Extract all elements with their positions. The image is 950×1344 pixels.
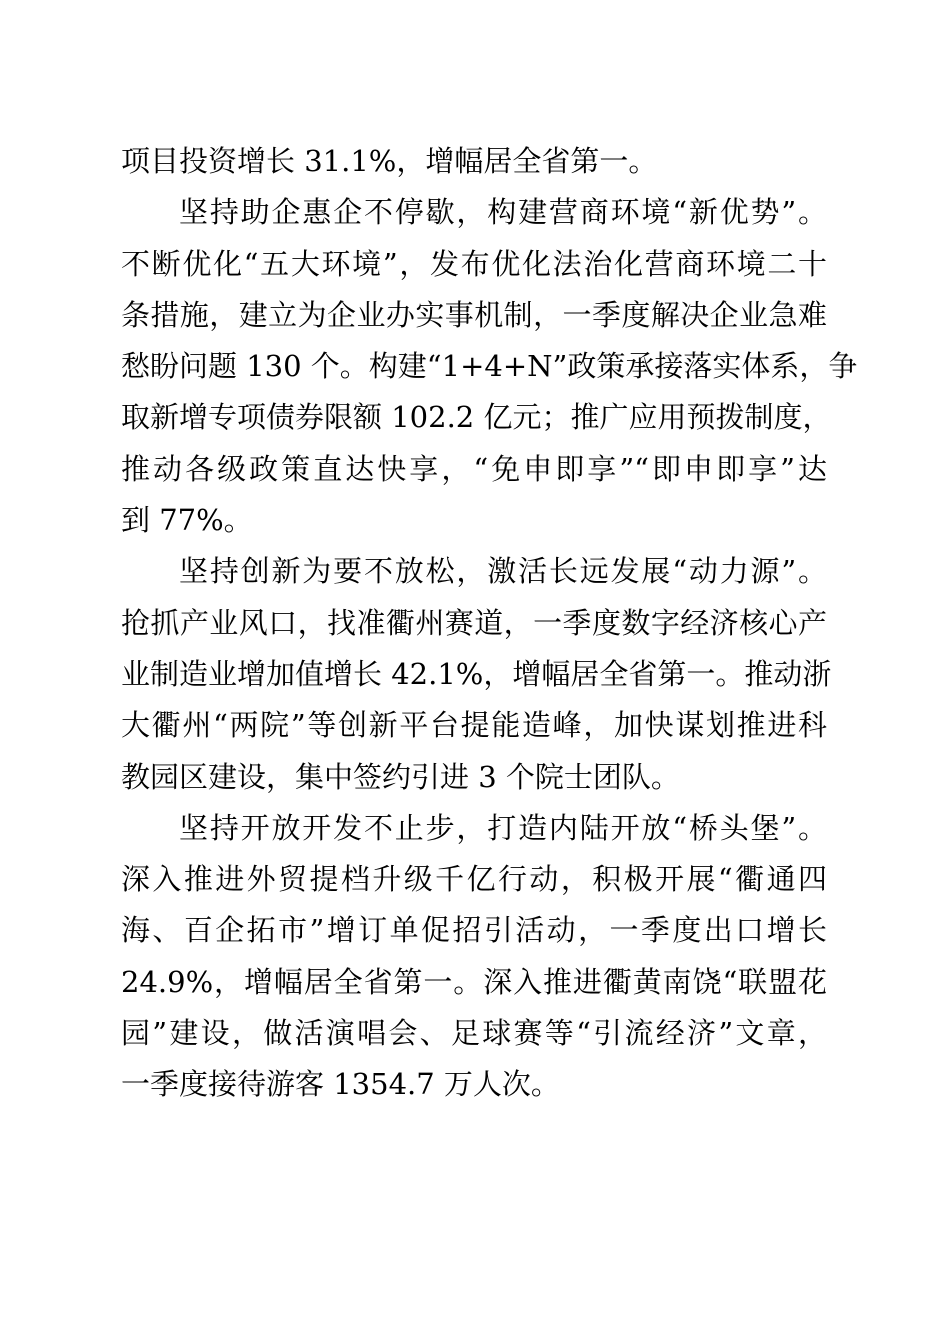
text-line: 愁盼问题 130 个。构建“1+4+N”政策承接落实体系，争 — [121, 349, 858, 384]
text-line: 24.9%，增幅居全省第一。深入推进衢黄南饶“联盟花 — [121, 964, 827, 999]
text-line: 教园区建设，集中签约引进 3 个院士团队。 — [121, 759, 680, 794]
text-line: 抢抓产业风口，找准衢州赛道，一季度数字经济核心产 — [121, 605, 827, 640]
text-line: 推动各级政策直达快享，“免申即享”“即申即享”达 — [121, 451, 827, 486]
text-line: 不断优化“五大环境”，发布优化法治化营商环境二十 — [121, 246, 827, 281]
text-line: 条措施，建立为企业办实事机制，一季度解决企业急难 — [121, 297, 827, 332]
paragraph-first-line: 坚持助企惠企不停歇，构建营商环境“新优势”。 — [179, 195, 827, 230]
text-line: 深入推进外贸提档升级千亿行动，积极开展“衢通四 — [121, 862, 827, 897]
text-line: 项目投资增长 31.1%，增幅居全省第一。 — [121, 144, 658, 178]
paragraph-first-line: 坚持创新为要不放松，激活长远发展“动力源”。 — [179, 554, 827, 589]
text-line: 大衢州“两院”等创新平台提能造峰，加快谋划推进科 — [121, 708, 827, 743]
text-line: 一季度接待游客 1354.7 万人次。 — [121, 1067, 560, 1102]
body-text — [121, 136, 858, 1111]
text-line: 到 77%。 — [121, 503, 253, 538]
text-line: 园”建设，做活演唱会、足球赛等“引流经济”文章， — [121, 1016, 827, 1051]
text-line: 海、百企拓市”增订单促招引活动，一季度出口增长 — [121, 913, 827, 948]
paragraph-first-line: 坚持开放开发不止步，打造内陆开放“桥头堡”。 — [179, 810, 827, 845]
text-line: 业制造业增加值增长 42.1%，增幅居全省第一。推动浙 — [121, 656, 832, 691]
text-line: 取新增专项债券限额 102.2 亿元；推广应用预拨制度， — [121, 400, 832, 435]
